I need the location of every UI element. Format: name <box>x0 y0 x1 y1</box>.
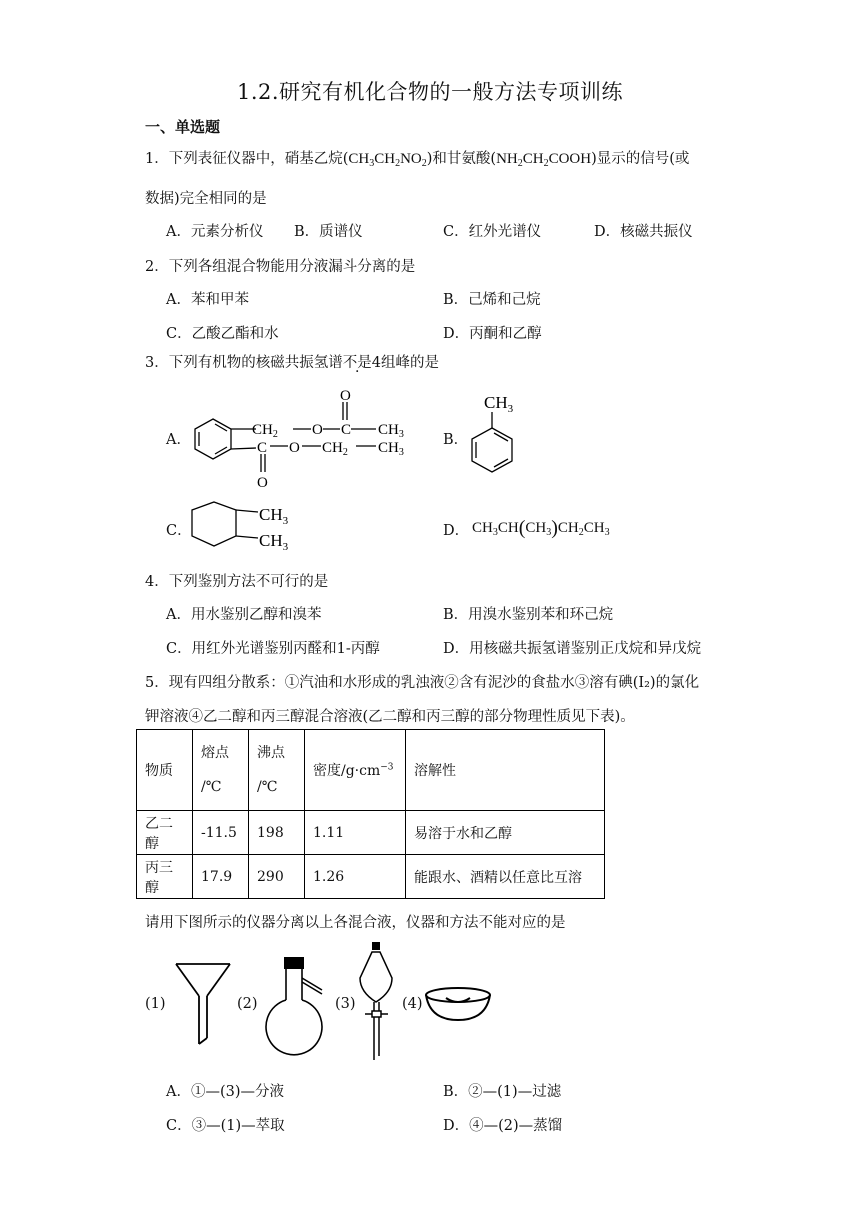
table-cell: 198 <box>249 811 305 855</box>
table-cell: 290 <box>249 855 305 899</box>
table-cell: 能跟水、酒精以任意比互溶 <box>406 855 605 899</box>
question-5-instruction: 请用下图所示的仪器分离以上各混合液，仪器和方法不能对应的是 <box>145 915 566 931</box>
q5-option-b[interactable]: B．②—(1)—过滤 <box>443 1084 562 1100</box>
table-cell: 1.11 <box>305 811 406 855</box>
q5-option-d[interactable]: D．④—(2)—蒸馏 <box>443 1118 563 1134</box>
apparatus-label-2: (2) <box>237 996 258 1012</box>
table-cell: 乙二醇 <box>137 811 193 855</box>
svg-text:O: O <box>340 388 351 404</box>
q2-option-b[interactable]: B．己烯和己烷 <box>443 292 541 308</box>
q4-option-b[interactable]: B．用溴水鉴别苯和环己烷 <box>443 607 614 623</box>
table-cell: -11.5 <box>193 811 249 855</box>
table-header-cell: 沸点 /℃ <box>249 730 305 811</box>
svg-text:CH3: $CH_3$ <box>378 440 404 458</box>
q1-option-c[interactable]: C．红外光谱仪 <box>443 224 542 240</box>
svg-text:CH3: $CH_3$ <box>378 422 404 440</box>
svg-text:O: O <box>312 422 323 438</box>
question-5-stem-cont: 钾溶液④乙二醇和丙三醇混合溶液(乙二醇和丙三醇的部分物理性质见下表)。 <box>145 709 635 725</box>
separatory-funnel-icon <box>356 940 400 1066</box>
question-4-stem: 4．下列鉴别方法不可行的是 <box>145 574 329 590</box>
q2-option-a[interactable]: A．苯和甲苯 <box>166 292 249 308</box>
q2-option-d[interactable]: D．丙酮和乙醇 <box>443 326 542 342</box>
svg-text:C: C <box>257 440 268 456</box>
q5-option-c[interactable]: C．③—(1)—萃取 <box>166 1118 285 1134</box>
svg-text:CH3: $CH_3$ <box>484 393 514 415</box>
svg-text:C: C <box>341 422 352 438</box>
svg-text:CH2: $CH_2$ <box>252 422 278 440</box>
question-1-stem: 1．下列表征仪器中，硝基乙烷$(CH_3CH_2NO_2)$和甘氨酸$(NH_2CH_2COOH)$显示的信号(或 <box>145 151 690 169</box>
q3-option-b-structure[interactable] <box>460 388 540 484</box>
question-1-stem-cont: 数据)完全相同的是 <box>145 191 267 207</box>
apparatus-label-3: (3) <box>335 996 356 1012</box>
q1-option-b[interactable]: B．质谱仪 <box>294 224 363 240</box>
table-cell: 易溶于水和乙醇 <box>406 811 605 855</box>
evaporating-dish-icon <box>422 984 494 1024</box>
q1-option-a[interactable]: A．元素分析仪 <box>166 224 264 240</box>
svg-text:CH2: $CH_2$ <box>322 440 348 458</box>
svg-text:CH3: $CH_3$ <box>259 531 289 553</box>
properties-table <box>136 729 605 899</box>
table-row <box>137 811 605 855</box>
question-3-stem: 3．下列有机物的核磁共振氢谱不是4组峰的是 <box>145 355 439 371</box>
q4-option-a[interactable]: A．用水鉴别乙醇和溴苯 <box>166 607 322 623</box>
table-cell: 17.9 <box>193 855 249 899</box>
apparatus-label-1: (1) <box>145 996 166 1012</box>
q3-option-c-label[interactable]: C． <box>166 523 192 539</box>
svg-text:CH3: $CH_3$ <box>259 505 289 527</box>
q3-option-d-label[interactable]: D． <box>443 523 470 539</box>
formula-glycine: $NH_2CH_2COOH$ <box>496 151 592 169</box>
question-5-stem: 5．现有四组分散系：①汽油和水形成的乳浊液②含有泥沙的食盐水③溶有碘(I₂)的氯化 <box>145 675 700 691</box>
q3-option-a-label[interactable]: A． <box>166 432 191 448</box>
q4-option-d[interactable]: D．用核磁共振氢谱鉴别正戊烷和异戊烷 <box>443 641 702 657</box>
apparatus-label-4: (4) <box>402 996 423 1012</box>
table-header-cell: 密度$/g\cdot cm^{-3}$ <box>305 730 406 811</box>
funnel-icon <box>172 958 234 1048</box>
formula-nitroethane: $CH_3CH_2NO_2$ <box>348 151 427 169</box>
q3-option-c-structure[interactable] <box>186 496 306 556</box>
table-row <box>137 855 605 899</box>
table-cell: 丙三醇 <box>137 855 193 899</box>
table-cell: 1.26 <box>305 855 406 899</box>
distillation-flask-icon <box>262 954 328 1058</box>
q3-option-b-label[interactable]: B． <box>443 432 469 448</box>
emphasis-not: 不是 <box>342 355 372 371</box>
q3-option-a-structure[interactable] <box>186 384 426 490</box>
question-2-stem: 2．下列各组混合物能用分液漏斗分离的是 <box>145 259 416 275</box>
svg-text:O: O <box>257 475 268 490</box>
section-heading: 一、单选题 <box>145 118 221 136</box>
table-header-cell: 溶解性 <box>406 730 605 811</box>
q5-option-a[interactable]: A．①—(3)—分液 <box>166 1084 285 1100</box>
q4-option-c[interactable]: C．用红外光谱鉴别丙醛和1-丙醇 <box>166 641 380 657</box>
page-title: 1.2.研究有机化合物的一般方法专项训练 <box>236 80 624 104</box>
q1-option-d[interactable]: D．核磁共振仪 <box>594 224 693 240</box>
table-header-cell: 熔点 /℃ <box>193 730 249 811</box>
table-header-row <box>137 730 605 811</box>
q2-option-c[interactable]: C．乙酸乙酯和水 <box>166 326 279 342</box>
q3-option-d-formula[interactable]: $CH_3CH(CH_3)CH_2CH_3$ <box>472 517 610 539</box>
svg-text:O: O <box>289 440 300 456</box>
table-header-cell: 物质 <box>137 730 193 811</box>
